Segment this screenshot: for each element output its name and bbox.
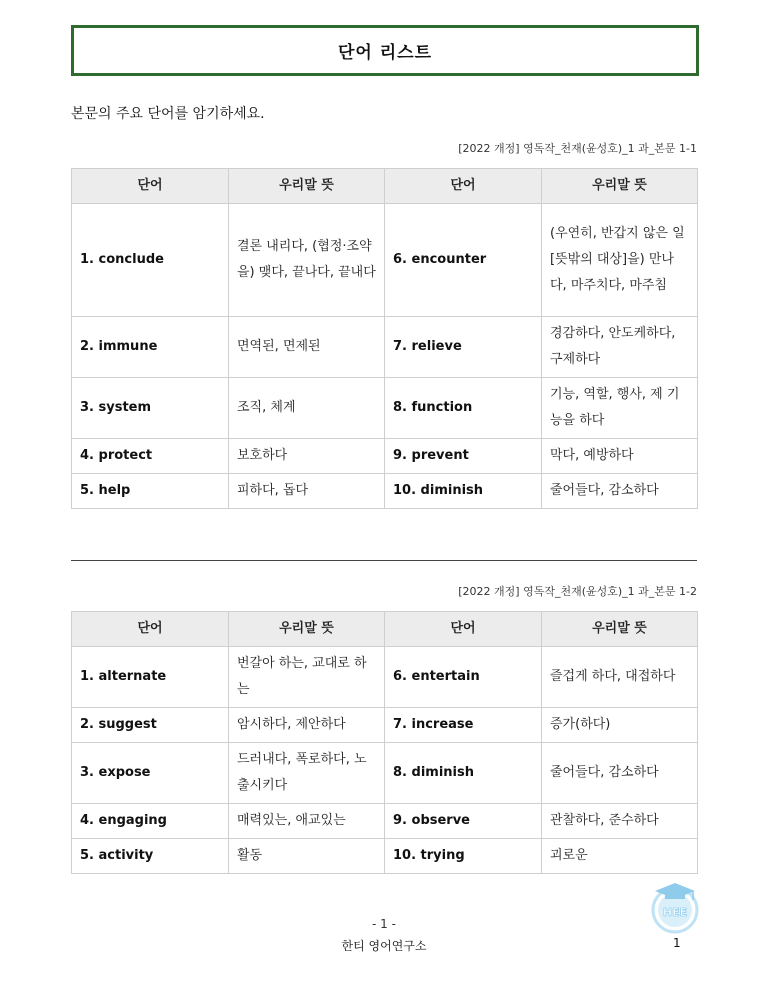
column-header: 우리말 뜻 bbox=[542, 612, 698, 647]
meaning-cell: 보호하다 bbox=[229, 439, 385, 474]
table-header-row bbox=[72, 169, 698, 204]
meaning-cell: 즐겁게 하다, 대접하다 bbox=[542, 647, 698, 708]
meaning-cell: 결론 내리다, (협정·조약을) 맺다, 끝나다, 끝내다 bbox=[229, 204, 385, 317]
table-row bbox=[72, 839, 698, 874]
table-row bbox=[72, 708, 698, 743]
column-header: 단어 bbox=[72, 169, 229, 204]
section-divider bbox=[71, 560, 697, 561]
word-cell: 2. immune bbox=[72, 317, 229, 378]
column-header: 단어 bbox=[385, 612, 542, 647]
corner-page-number: 1 bbox=[673, 936, 681, 950]
word-cell: 4. engaging bbox=[72, 804, 229, 839]
word-cell: 1. conclude bbox=[72, 204, 229, 317]
meaning-cell: 암시하다, 제안하다 bbox=[229, 708, 385, 743]
table-row bbox=[72, 743, 698, 804]
word-cell: 1. alternate bbox=[72, 647, 229, 708]
meaning-cell: 기능, 역할, 행사, 제 기능을 하다 bbox=[542, 378, 698, 439]
meaning-cell: 괴로운 bbox=[542, 839, 698, 874]
table-row bbox=[72, 474, 698, 509]
column-header: 단어 bbox=[385, 169, 542, 204]
footer-organization: 한티 영어연구소 bbox=[341, 939, 427, 953]
table-row bbox=[72, 317, 698, 378]
word-cell: 7. relieve bbox=[385, 317, 542, 378]
meaning-cell: 줄어들다, 감소하다 bbox=[542, 474, 698, 509]
word-cell: 5. help bbox=[72, 474, 229, 509]
meaning-cell: 조직, 체계 bbox=[229, 378, 385, 439]
table-header-row bbox=[72, 612, 698, 647]
instruction-text: 본문의 주요 단어를 암기하세요. bbox=[71, 106, 265, 122]
meaning-cell: 활동 bbox=[229, 839, 385, 874]
logo-text: HEE bbox=[662, 906, 688, 919]
word-cell: 10. trying bbox=[385, 839, 542, 874]
title-box bbox=[71, 25, 699, 76]
column-header: 우리말 뜻 bbox=[229, 169, 385, 204]
meaning-cell: 드러내다, 폭로하다, 노출시키다 bbox=[229, 743, 385, 804]
word-cell: 9. observe bbox=[385, 804, 542, 839]
word-cell: 8. diminish bbox=[385, 743, 542, 804]
meaning-cell: 증가(하다) bbox=[542, 708, 698, 743]
source-label: [2022 개정] 영독작_천재(윤성호)_1 과_본문 1-2 bbox=[458, 585, 697, 598]
word-cell: 6. encounter bbox=[385, 204, 542, 317]
source-label: [2022 개정] 영독작_천재(윤성호)_1 과_본문 1-1 bbox=[458, 142, 697, 155]
table-row bbox=[72, 647, 698, 708]
meaning-cell: 면역된, 면제된 bbox=[229, 317, 385, 378]
word-cell: 9. prevent bbox=[385, 439, 542, 474]
word-cell: 4. protect bbox=[72, 439, 229, 474]
meaning-cell: 피하다, 돕다 bbox=[229, 474, 385, 509]
word-cell: 2. suggest bbox=[72, 708, 229, 743]
table-row bbox=[72, 204, 698, 317]
word-cell: 5. activity bbox=[72, 839, 229, 874]
meaning-cell: (우연히, 반갑지 않은 일[뜻밖의 대상]을) 만나다, 마주치다, 마주침 bbox=[542, 204, 698, 317]
vocab-table bbox=[71, 168, 698, 509]
word-cell: 7. increase bbox=[385, 708, 542, 743]
word-cell: 6. entertain bbox=[385, 647, 542, 708]
meaning-cell: 매력있는, 애교있는 bbox=[229, 804, 385, 839]
meaning-cell: 관찰하다, 준수하다 bbox=[542, 804, 698, 839]
word-cell: 10. diminish bbox=[385, 474, 542, 509]
word-cell: 3. system bbox=[72, 378, 229, 439]
column-header: 우리말 뜻 bbox=[229, 612, 385, 647]
word-cell: 8. function bbox=[385, 378, 542, 439]
meaning-cell: 경감하다, 안도케하다, 구제하다 bbox=[542, 317, 698, 378]
meaning-cell: 번갈아 하는, 교대로 하는 bbox=[229, 647, 385, 708]
table-row bbox=[72, 378, 698, 439]
meaning-cell: 줄어들다, 감소하다 bbox=[542, 743, 698, 804]
table-row bbox=[72, 439, 698, 474]
vocab-table bbox=[71, 611, 698, 874]
word-cell: 3. expose bbox=[72, 743, 229, 804]
column-header: 단어 bbox=[72, 612, 229, 647]
page-title: 단어 리스트 bbox=[337, 43, 433, 63]
page-number: - 1 - bbox=[372, 917, 396, 931]
table-row bbox=[72, 804, 698, 839]
column-header: 우리말 뜻 bbox=[542, 169, 698, 204]
meaning-cell: 막다, 예방하다 bbox=[542, 439, 698, 474]
